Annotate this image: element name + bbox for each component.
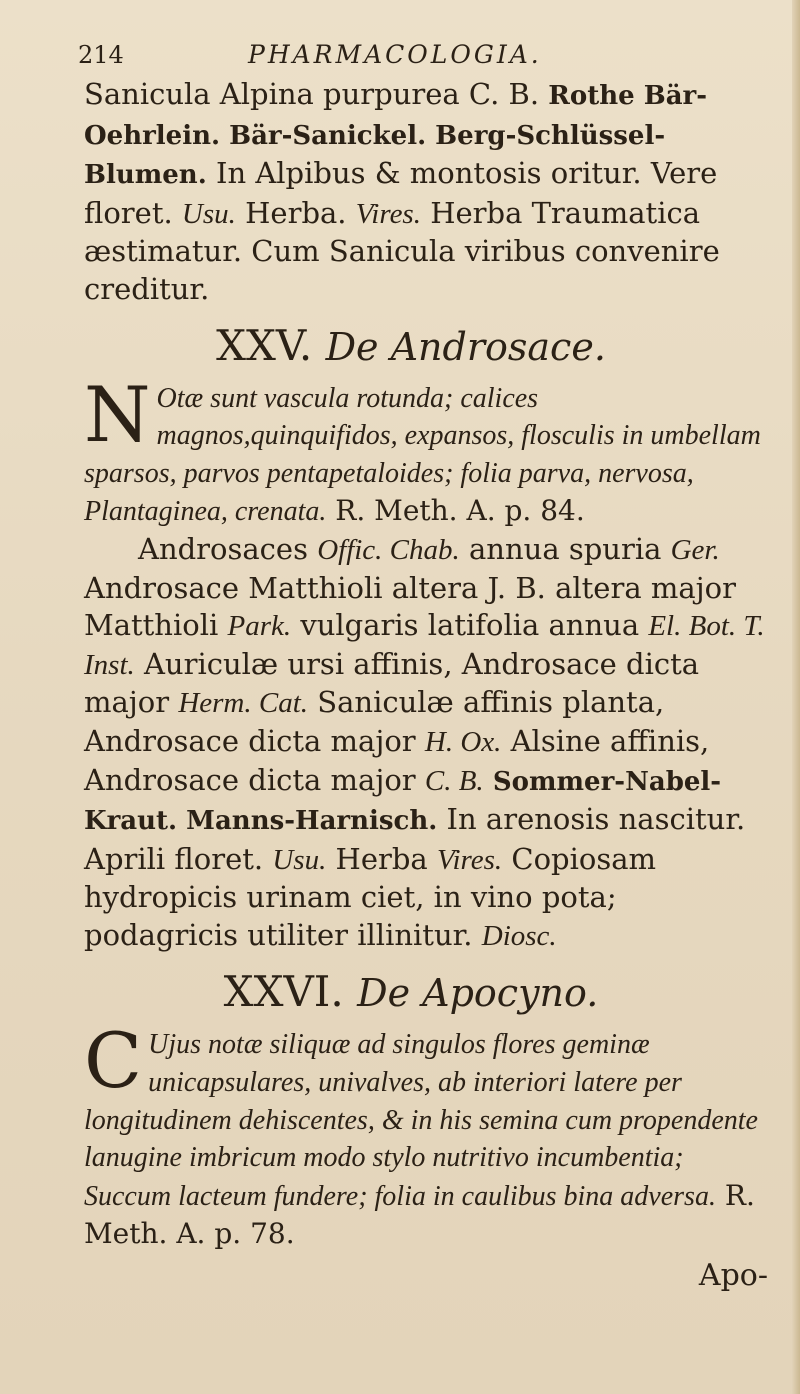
citation: C. B.	[424, 764, 484, 797]
text-run: Saniculæ affinis planta, Androsace dicta major	[84, 685, 665, 758]
drop-cap: C	[84, 1016, 143, 1106]
drop-cap: N	[84, 369, 151, 459]
citation: Offic. Chab.	[317, 533, 460, 566]
page-edge	[792, 0, 800, 1394]
text-run: vulgaris latifolia annua	[291, 608, 649, 643]
text-run: Alsine affinis, Androsace dicta major	[84, 723, 710, 797]
german-names: Rothe Bär-Oehrlein. Bär-Sanickel. Berg-Schlüssel-Blumen.	[84, 81, 708, 191]
notae-paragraph	[84, 1016, 772, 1254]
citation: Park.	[227, 610, 292, 643]
text-run: Androsaces	[138, 531, 318, 566]
usu-label: Usu.	[181, 197, 236, 230]
text-run: In arenosis nascitur. Aprili floret.	[84, 802, 746, 876]
section-heading-xxvi	[84, 967, 772, 1016]
sanicula-paragraph	[84, 76, 772, 309]
section-title: De Apocyno.	[357, 971, 599, 1016]
catchword: Apo-	[698, 1258, 768, 1294]
section-heading-xxv	[84, 321, 772, 370]
method-reference: R. Meth. A. p. 84.	[326, 494, 585, 528]
citation: El. Bot. T. Inst.	[84, 610, 765, 681]
text-run: annua spuria	[459, 531, 671, 566]
running-title: PHARMACOLOGIA.	[248, 40, 542, 69]
text-run	[484, 763, 493, 797]
vires-label: Vires.	[355, 197, 421, 230]
text-run: In Alpibus & montosis oritur. Vere floret.	[84, 156, 718, 230]
notae-text: Otæ sunt vascula rotunda; calices magnos,quinquifidos, expansos, flosculis in umbellam sparsos, parvos pentapetaloides; folia parva, nervosa, Plantaginea, crenata.	[84, 382, 761, 528]
notae-text: Ujus notæ siliquæ ad singulos flores geminæ unicapsulares, univalves, ab interiori latere per longitudinem dehiscentes, & in his semina cum propendente lanugine imbricum modo stylo nutritivo incumbentia; Succum lacteum fundere; folia in caulibus bina adversa.	[84, 1029, 758, 1212]
citation: Herm. Cat.	[178, 687, 309, 720]
page-header	[78, 40, 772, 76]
text-run: Androsace Matthioli altera J. B. altera major Matthioli	[84, 570, 736, 643]
section-title: De Androsace.	[325, 324, 606, 369]
text-run: Herba	[326, 841, 437, 876]
notae-paragraph	[84, 369, 772, 531]
page-number: 214	[78, 41, 124, 69]
androsace-paragraph	[84, 531, 772, 956]
text-run: Sanicula Alpina purpurea C. B.	[84, 77, 549, 111]
citation: Ger.	[670, 533, 720, 566]
section-number: XXVI.	[223, 967, 344, 1017]
german-names: Sommer-Nabel-Kraut. Manns-Harnisch.	[84, 766, 722, 837]
text-run: Auriculæ ursi affinis, Androsace dicta major	[84, 646, 700, 720]
section-number: XXV.	[216, 320, 313, 370]
citation: H. Ox.	[424, 725, 502, 758]
method-reference: R. Meth. A. p. 78.	[84, 1178, 755, 1251]
text-run: Herba Traumatica æstimatur. Cum Sanicula viribus convenire creditur.	[84, 195, 720, 306]
vires-label: Vires.	[436, 843, 503, 876]
citation: Diosc.	[481, 919, 557, 952]
usu-label: Usu.	[272, 843, 327, 876]
text-run: Copiosam hydropicis urinam ciet, in vino pota; podagricis utiliter illinitur.	[84, 841, 657, 952]
text-run: Herba.	[235, 195, 356, 230]
